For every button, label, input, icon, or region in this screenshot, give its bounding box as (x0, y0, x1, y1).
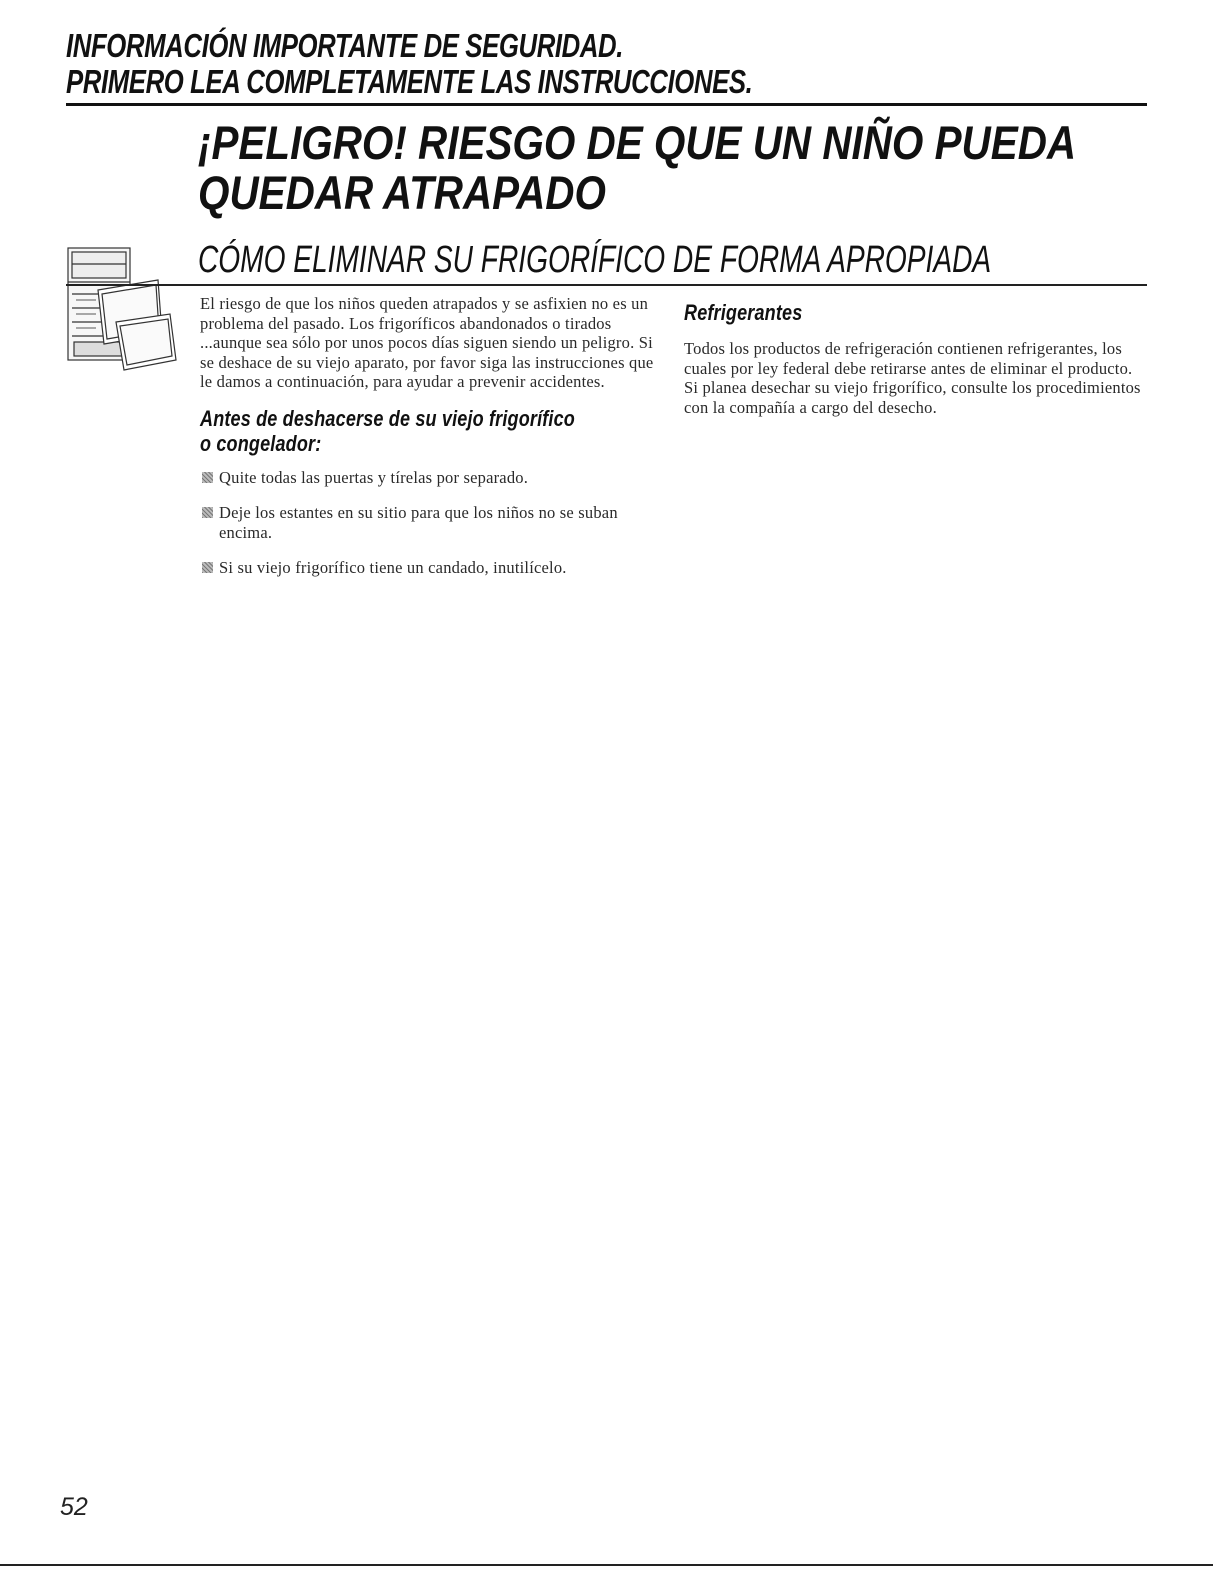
list-item: Si su viejo frigorífico tiene un candado, inutilícelo. (200, 558, 660, 578)
disposal-subheading: Antes de deshacerse de su viejo frigorífico o congelador: (200, 405, 575, 456)
bullet-icon (202, 472, 213, 483)
footer-divider (0, 1564, 1213, 1566)
intro-paragraph: El riesgo de que los niños queden atrapados y se asfixien no es un problema del pasado. Los frigoríficos abandonados o tirados ...aunque sea sólo por unos pocos días siguen siendo un peligro. Si se deshace de su viejo aparato, por favor siga las instrucciones que le damos a continuación, para ayudar a prevenir accidentes. (200, 294, 654, 391)
list-item: Quite todas las puertas y tírelas por separado. (200, 468, 660, 488)
refrigerants-paragraph: Todos los productos de refrigeración contienen refrigerantes, los cuales por ley federal debe retirarse antes de eliminar el producto. Si planea desechar su viejo frigorífico, consulte los procedimientos con la compañía a cargo del desecho. (684, 339, 1141, 417)
header-divider (66, 103, 1147, 106)
danger-title (198, 118, 1198, 218)
header-title-line-1: INFORMACIÓN IMPORTANTE DE SEGURIDAD. (66, 27, 624, 64)
disposal-steps-list (200, 468, 660, 578)
list-item: Deje los estantes en su sitio para que los niños no se suban encima. (200, 503, 660, 542)
bullet-icon (202, 507, 213, 518)
left-column (200, 294, 660, 594)
danger-title-line-1: ¡PELIGRO! RIESGO DE QUE UN NIÑO PUEDA (198, 116, 1077, 169)
refrigerants-subheading: Refrigerantes (684, 300, 803, 325)
danger-title-line-2: QUEDAR ATRAPADO (198, 166, 606, 219)
refrigerator-doors-removed-icon (58, 242, 183, 377)
bullet-icon (202, 562, 213, 573)
right-column (684, 300, 1144, 417)
section-divider (66, 284, 1147, 286)
page-number: 52 (60, 1493, 88, 1521)
section-heading: CÓMO ELIMINAR SU FRIGORÍFICO DE FORMA APROPIADA (198, 239, 992, 281)
header-title-line-2: PRIMERO LEA COMPLETAMENTE LAS INSTRUCCIONES. (66, 63, 753, 100)
